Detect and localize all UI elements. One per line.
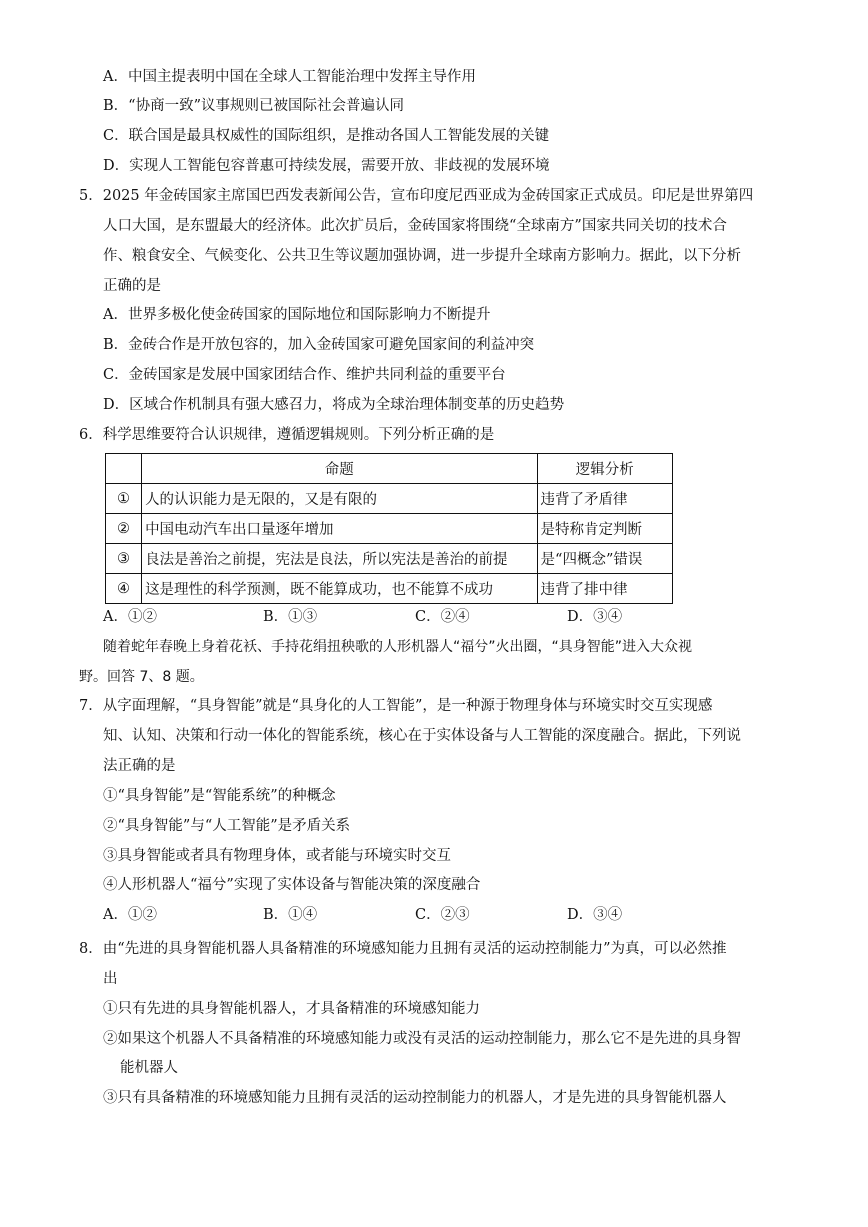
- q7-option-a: A．①②: [103, 907, 157, 923]
- q4-option-d: D．实现人工智能包容普惠可持续发展，需要开放、非歧视的发展环境: [103, 158, 550, 174]
- table-row: [106, 514, 673, 544]
- q7-statement-2: ②“具身智能”与“人工智能”是矛盾关系: [103, 818, 351, 834]
- table-row: [106, 574, 673, 604]
- q7-stem-line-3: 法正确的是: [103, 758, 176, 774]
- table-row: [106, 484, 673, 514]
- table-header-index: [106, 454, 142, 484]
- row-proposition: 良法是善治之前提，宪法是良法，所以宪法是善治的前提: [142, 544, 537, 574]
- q7-statement-3: ③具身智能或者具有物理身体，或者能与环境实时交互: [103, 848, 451, 864]
- q8-stem-line-2: 出: [103, 971, 118, 987]
- row-proposition: 中国电动汽车出口量逐年增加: [142, 514, 537, 544]
- q7-statement-1: ①“具身智能”是“智能系统”的种概念: [103, 788, 336, 804]
- q5-option-b: B．金砖合作是开放包容的，加入金砖国家可避免国家间的利益冲突: [103, 337, 535, 353]
- q6-options: [103, 607, 723, 627]
- q8-stem-line-1: 8．由“先进的具身智能机器人具备精准的环境感知能力且拥有灵活的运动控制能力”为真，可以必然推: [79, 941, 727, 957]
- row-analysis: 是特称肯定判断: [537, 514, 672, 544]
- q6-option-c: C．②④: [415, 609, 470, 625]
- q7-stem-line-1: 7．从字面理解，“具身智能”就是“具身化的人工智能”，是一种源于物理身体与环境实时交互实现感: [79, 698, 713, 714]
- passage-line-1: 随着蛇年春晚上身着花袄、手持花绢扭秧歌的人形机器人“福兮”火出圈，“具身智能”进入大众视: [103, 639, 693, 655]
- q8-statement-3: ③只有具备精准的环境感知能力且拥有灵活的运动控制能力的机器人，才是先进的具身智能机器人: [103, 1090, 727, 1106]
- q8-statement-2: ②如果这个机器人不具备精准的环境感知能力或没有灵活的运动控制能力，那么它不是先进的具身智: [103, 1031, 741, 1047]
- q5-option-d: D．区域合作机制具有强大感召力，将成为全球治理体制变革的历史趋势: [103, 397, 565, 413]
- table-header-proposition: 命题: [142, 454, 537, 484]
- q5-stem-line-2: 人口大国，是东盟最大的经济体。此次扩员后，金砖国家将围绕“全球南方”国家共同关切的技术合: [103, 218, 727, 234]
- q7-stem-line-2: 知、认知、决策和行动一体化的智能系统，核心在于实体设备与人工智能的深度融合。据此，下列说: [103, 728, 741, 744]
- passage-line-2: 野。回答 7、8 题。: [79, 669, 204, 685]
- row-index: ④: [106, 574, 142, 604]
- q7-option-c: C．②③: [415, 907, 470, 923]
- q7-options: [103, 905, 723, 925]
- q5-option-a: A．世界多极化使金砖国家的国际地位和国际影响力不断提升: [103, 307, 491, 323]
- q7-option-d: D．③④: [567, 907, 623, 923]
- row-proposition: 这是理性的科学预测，既不能算成功，也不能算不成功: [142, 574, 537, 604]
- q7-statement-4: ④人形机器人“福兮”实现了实体设备与智能决策的深度融合: [103, 877, 481, 893]
- q7-option-b: B．①④: [263, 907, 318, 923]
- table-header-analysis: 逻辑分析: [537, 454, 672, 484]
- logic-table: [105, 453, 673, 604]
- q6-option-b: B．①③: [263, 609, 318, 625]
- q6-option-d: D．③④: [567, 609, 623, 625]
- row-index: ①: [106, 484, 142, 514]
- row-analysis: 是“四概念”错误: [537, 544, 672, 574]
- q4-option-c: C．联合国是最具权威性的国际组织，是推动各国人工智能发展的关键: [103, 128, 550, 144]
- row-analysis: 违背了矛盾律: [537, 484, 672, 514]
- q5-stem-line-3: 作、粮食安全、气候变化、公共卫生等议题加强协调，进一步提升全球南方影响力。据此，以下分析: [103, 248, 741, 264]
- q6-option-a: A．①②: [103, 609, 157, 625]
- row-proposition: 人的认识能力是无限的，又是有限的: [142, 484, 537, 514]
- q6-stem: 6．科学思维要符合认识规律，遵循逻辑规则。下列分析正确的是: [79, 427, 495, 443]
- q4-option-a: A．中国主提表明中国在全球人工智能治理中发挥主导作用: [103, 69, 476, 85]
- q8-statement-2-cont: 能机器人: [120, 1060, 178, 1076]
- q4-option-b: B．“协商一致”议事规则已被国际社会普遍认同: [103, 98, 404, 114]
- row-analysis: 违背了排中律: [537, 574, 672, 604]
- q8-statement-1: ①只有先进的具身智能机器人，才具备精准的环境感知能力: [103, 1001, 480, 1017]
- row-index: ③: [106, 544, 142, 574]
- table-header-row: [106, 454, 673, 484]
- q5-stem-line-4: 正确的是: [103, 278, 161, 294]
- table-row: [106, 544, 673, 574]
- row-index: ②: [106, 514, 142, 544]
- q5-option-c: C．金砖国家是发展中国家团结合作、维护共同利益的重要平台: [103, 367, 506, 383]
- q5-stem-line-1: 5．2025 年金砖国家主席国巴西发表新闻公告，宣布印度尼西亚成为金砖国家正式成员。印尼是世界第四: [79, 188, 754, 204]
